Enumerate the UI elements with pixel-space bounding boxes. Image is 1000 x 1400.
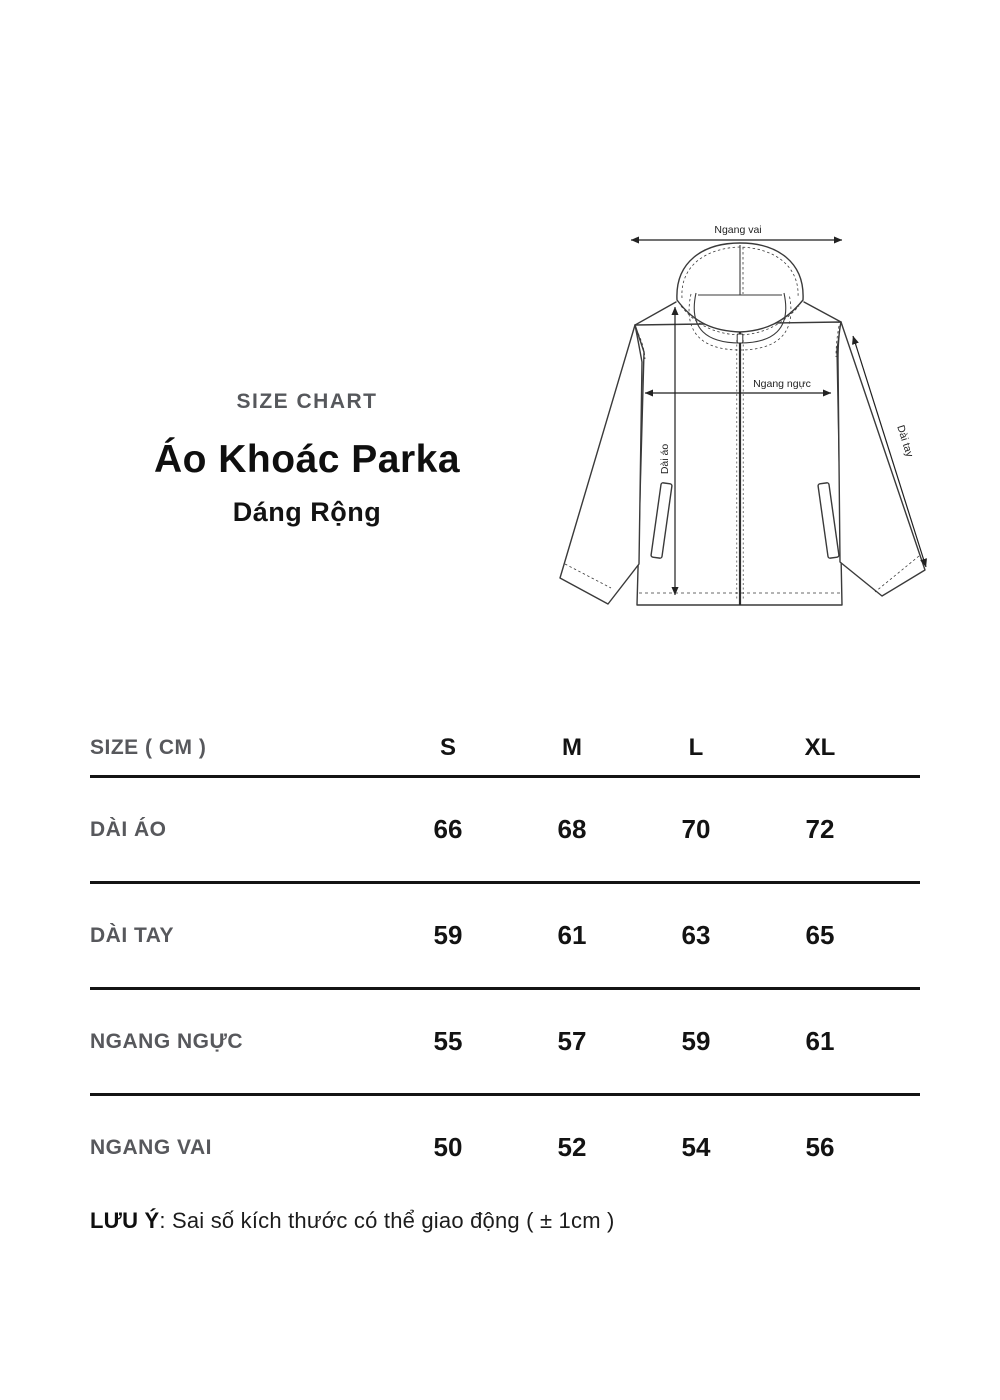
cell-value: 54 [681,1132,711,1162]
cell-value: 66 [433,814,463,844]
cell-value: 72 [805,814,835,844]
cell-value: 52 [557,1132,587,1162]
cell-value: 70 [681,814,711,844]
row-label: NGANG NGỰC [90,1029,244,1053]
cell-value: 68 [557,814,587,844]
column-header-l: L [688,733,704,761]
eyebrow-label: SIZE CHART [236,390,378,413]
cell-value: 59 [433,920,463,950]
table-row-chest-width [90,990,920,1093]
cell-value: 57 [557,1026,587,1056]
page-title: Áo Khoác Parka [153,438,461,481]
shoulder-width-label: Ngang vai [714,224,762,236]
column-header-m: M [562,733,582,761]
cell-value: 61 [557,920,587,950]
table-row-sleeve-length [90,884,920,987]
cell-value: 63 [681,920,711,950]
cell-value: 65 [805,920,835,950]
table-row-body-length [90,778,920,881]
row-label: DÀI TAY [90,923,175,947]
cell-value: 50 [433,1132,463,1162]
page-subtitle: Dáng Rộng [232,497,382,527]
body-length-label: Dài áo [659,443,671,475]
cell-value: 59 [681,1026,711,1056]
row-label: NGANG VAI [90,1135,212,1159]
chest-width-label: Ngang ngực [753,378,811,390]
row-label: DÀI ÁO [90,817,167,841]
left-shoulder-seam [635,302,676,325]
zipper-pull [737,334,743,343]
column-header-xl: XL [804,733,836,761]
table-row-shoulder-width [90,1096,920,1199]
table-header-row [90,720,920,775]
cell-value: 56 [805,1132,835,1162]
right-shoulder-seam [804,302,841,322]
cell-value: 55 [433,1026,463,1056]
jacket-diagram [545,210,945,630]
jacket-right-sleeve [838,322,925,596]
cell-value: 61 [805,1026,835,1056]
jacket-left-sleeve [560,325,642,604]
tolerance-note [90,1208,615,1234]
column-header-s: S [439,733,456,761]
column-header-size-cm: SIZE ( CM ) [90,735,207,759]
title-block [107,390,507,528]
note-text: : Sai số kích thước có thể giao động ( ± 1cm ) [159,1208,615,1233]
jacket-drawing-svg [545,210,945,630]
size-table [90,720,920,1199]
sleeve-length-label: Dài tay [894,423,916,459]
note-label: LƯU Ý [90,1208,160,1233]
